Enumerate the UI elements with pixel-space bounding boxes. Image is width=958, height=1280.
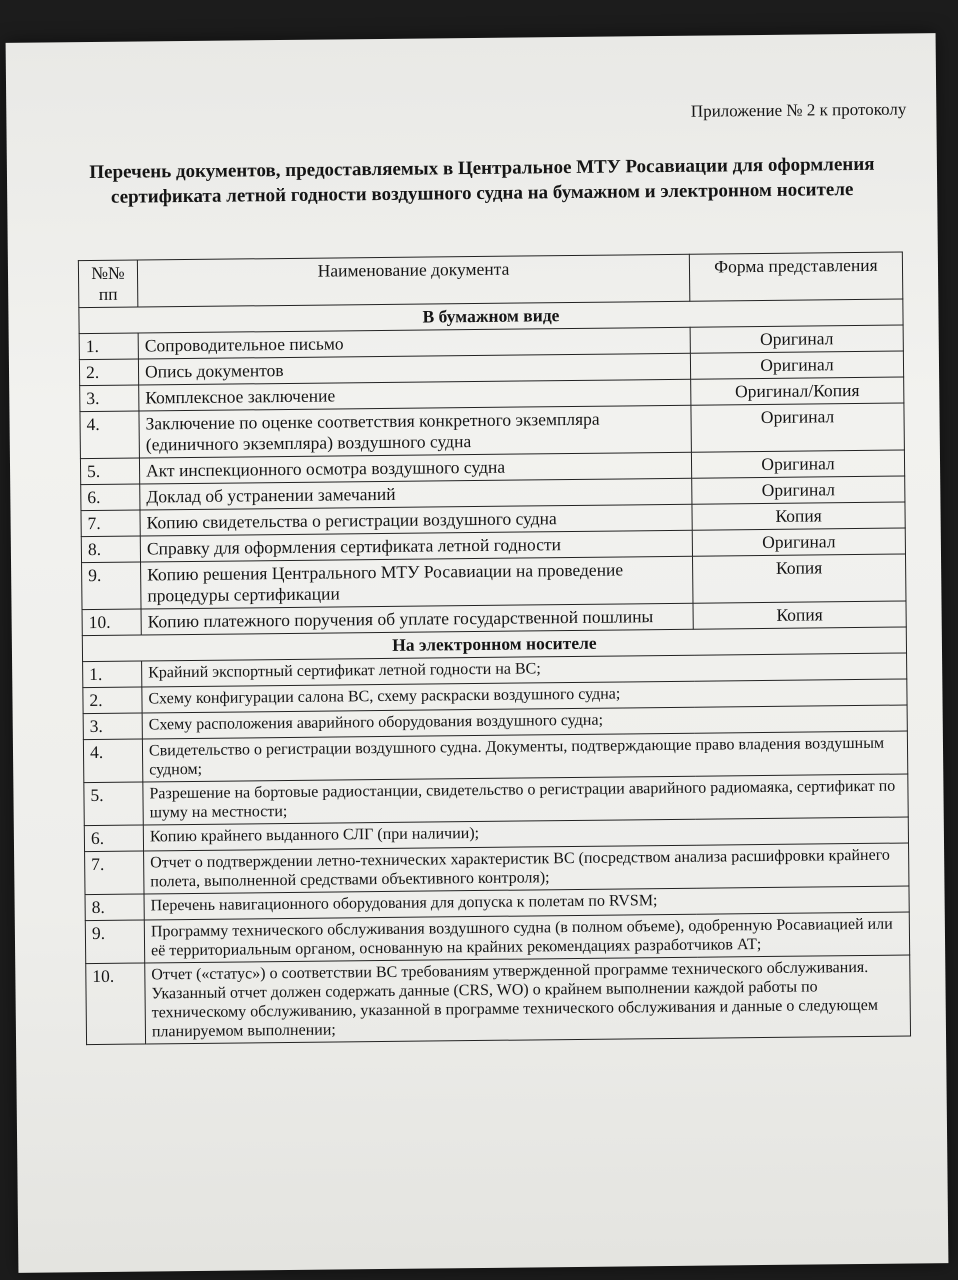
document-title: Перечень документов, предоставляемых в Центральное МТУ Росавиации для оформления сертификата летной годности воздушного судна на бумажном и электронном носителе — [89, 153, 875, 208]
table-row — [86, 955, 911, 1045]
document-name: Сопроводительное письмо — [138, 327, 690, 359]
header-num: №№ пп — [78, 260, 137, 308]
row-number: 9. — [82, 562, 141, 610]
document-name: Программу технического обслуживания воздушного судна (в полном объеме), одобренную Росавиацией или её территориальным органом, основанную на крайних рекомендациях разработчиков АТ; — [144, 912, 909, 963]
table-row — [82, 554, 906, 610]
document-name: Заключение по оценке соответствия конкретного экземпляра (единичного экземпляра) воздушного судна — [139, 405, 691, 458]
row-number: 8. — [81, 536, 140, 563]
document-name: Свидетельство о регистрации воздушного судна. Документы, подтверждающие право владения воздушным судном; — [142, 731, 907, 782]
row-number: 10. — [86, 963, 146, 1045]
paper-section-body — [79, 299, 906, 636]
document-name: Отчет («статус») о соответствии ВС требованиям утвержденной программе технического обслуживания. Указанный отчет должен содержать данные (CRS, WO) о крайнем выполнении каждой работы по техническому обслуживанию, указанной в программе технического обслуживания и данные о следующем планируемом выполнении; — [145, 955, 911, 1044]
document-page — [6, 33, 949, 1273]
row-number: 6. — [84, 825, 143, 852]
document-form: Оригинал — [691, 450, 904, 478]
row-number: 1. — [79, 333, 138, 360]
document-name: Доклад об устранении замечаний — [140, 478, 692, 510]
document-name: Отчет о подтверждении летно-технических характеристик ВС (посредством анализа расшифровки крайнего полета, выполненной средствами объективного контроля); — [144, 843, 909, 894]
row-number: 4. — [80, 411, 139, 459]
document-name: Копию решения Центрального МТУ Росавиации на проведение процедуры сертификации — [141, 556, 693, 609]
document-form: Оригинал — [690, 325, 903, 353]
document-form: Копия — [692, 502, 905, 530]
document-name: Опись документов — [138, 353, 690, 385]
appendix-label: Приложение № 2 к протоколу — [690, 99, 907, 121]
table-header-row — [78, 252, 902, 308]
document-form: Оригинал — [692, 476, 905, 504]
document-name: Копию крайнего выданного СЛГ (при наличии); — [143, 817, 908, 851]
document-name: Комплексное заключение — [139, 379, 691, 411]
document-name: Разрешение на бортовые радиостанции, свидетельство о регистрации аварийного радиомаяка, сертификат по шуму на местности; — [143, 774, 908, 825]
row-number: 2. — [83, 687, 142, 714]
row-number: 3. — [83, 713, 142, 740]
row-number: 6. — [81, 484, 140, 511]
document-form: Оригинал — [690, 351, 903, 379]
document-form: Оригинал — [692, 528, 905, 556]
row-number: 7. — [85, 851, 144, 895]
row-number: 5. — [80, 458, 139, 485]
document-name: Справку для оформления сертификата летной годности — [140, 530, 692, 562]
document-form: Копия — [693, 601, 906, 629]
row-number: 5. — [84, 782, 143, 826]
document-form: Оригинал/Копия — [691, 377, 904, 405]
header-form: Форма представления — [689, 252, 902, 301]
documents-table — [78, 252, 911, 1046]
electronic-section-body — [82, 627, 910, 1045]
row-number: 9. — [85, 920, 144, 964]
document-name: Акт инспекционного осмотра воздушного судна — [139, 452, 691, 484]
document-name: Копию свидетельства о регистрации воздушного судна — [140, 504, 692, 536]
document-name: Схему конфигурации салона ВС, схему раскраски воздушного судна; — [142, 679, 907, 713]
row-number: 2. — [79, 359, 138, 386]
section-title-paper: В бумажном виде — [79, 299, 903, 334]
document-name: Перечень навигационного оборудования для допуска к полетам по RVSM; — [144, 886, 909, 920]
document-name: Схему расположения аварийного оборудования воздушного судна; — [142, 705, 907, 739]
row-number: 3. — [80, 385, 139, 412]
section-title-electronic: На электронном носителе — [82, 627, 906, 662]
row-number: 10. — [82, 609, 141, 636]
document-name: Копию платежного поручения об уплате государственной пошлины — [141, 603, 693, 635]
row-number: 1. — [83, 661, 142, 688]
document-form: Копия — [692, 554, 905, 603]
row-number: 4. — [83, 739, 142, 783]
row-number: 8. — [85, 894, 144, 921]
header-name: Наименование документа — [137, 254, 689, 307]
table-row — [80, 403, 904, 459]
row-number: 7. — [81, 510, 140, 537]
document-form: Оригинал — [691, 403, 904, 452]
document-name: Крайний экспортный сертификат летной годности на ВС; — [142, 653, 907, 687]
